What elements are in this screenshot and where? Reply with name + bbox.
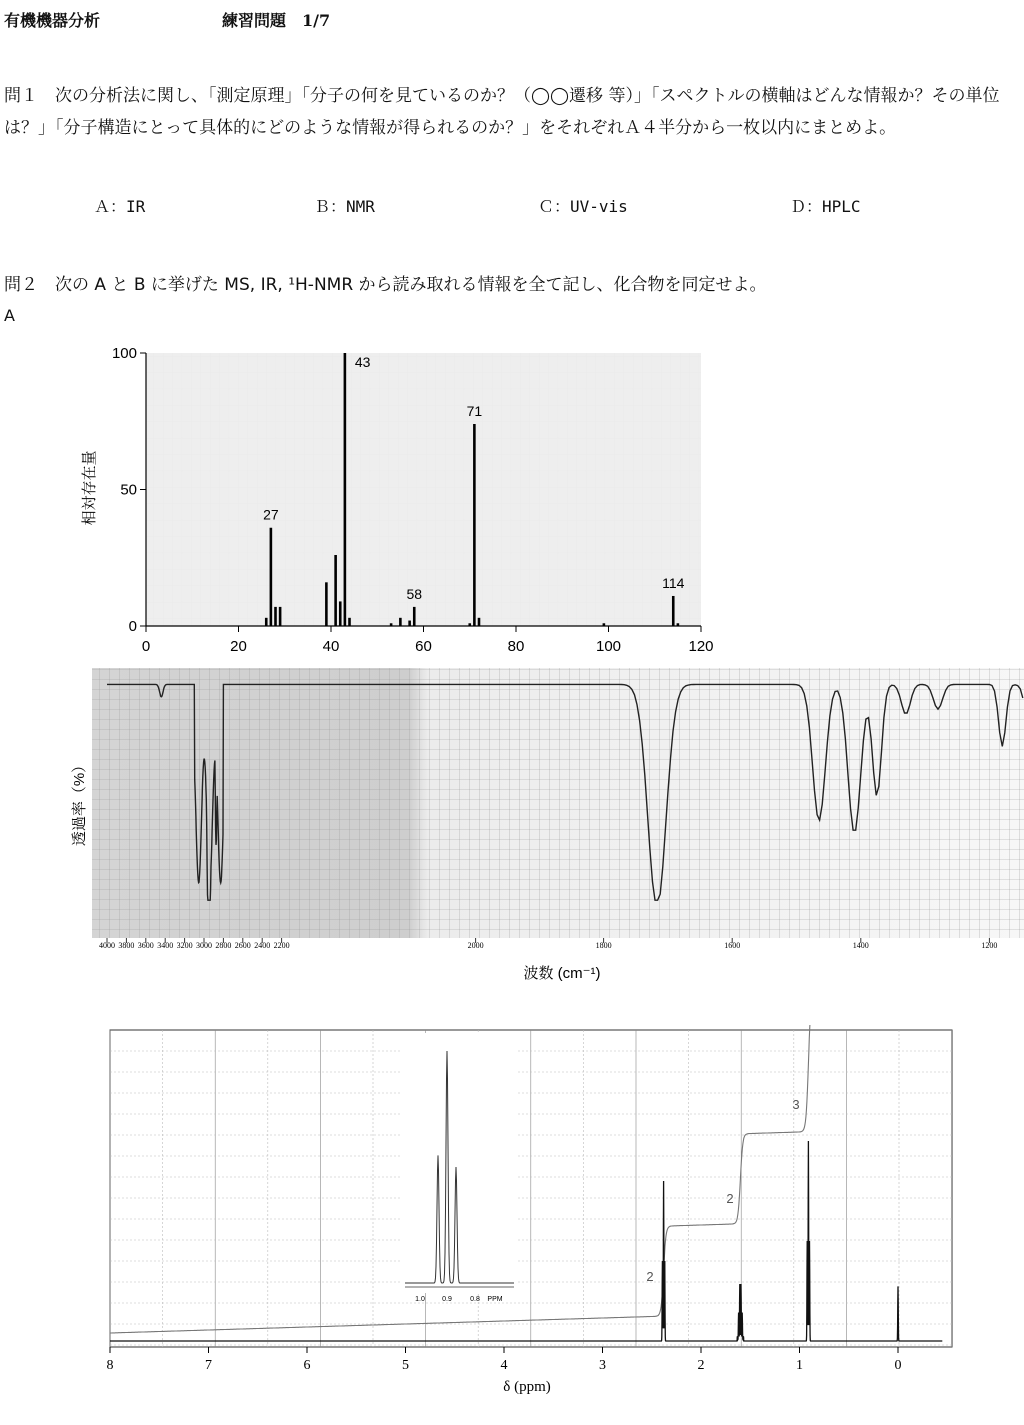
ir-x-tick-label: 3600 [137,941,154,950]
nmr-x-tick-label: 2 [697,1358,705,1373]
option-ir: Ａ：IR [94,197,146,216]
nmr-inset-tick: 1.0 [415,1296,425,1303]
question-1: 問１ 次の分析法に関し、「測定原理」「分子の何を見ているのか？（◯◯遷移 等）」「スペクトルの横軸はどんな情報か？その単位は？」「分子構造にとって具体的にどのような情報が得られるのか？」をそれぞれＡ４半分から一枚以内にまとめよ。 [4,86,1000,138]
ir-x-tick-label: 3800 [118,941,135,950]
nmr-inset-tick: 0.8 [470,1296,480,1303]
section-label-a: A [4,306,15,325]
ms-x-tick-label: 120 [688,638,714,655]
ms-peak-label: 43 [354,354,371,370]
ms-x-tick-label: 60 [415,638,432,655]
ir-x-tick-label: 1600 [724,941,741,950]
ms-peak-label: 58 [406,585,423,602]
ms-y-tick-label: 0 [128,618,137,635]
ms-peak-label: 71 [466,402,483,419]
ir-x-tick-label: 1200 [981,941,998,950]
nmr-integral-label: 2 [646,1269,654,1284]
ir-x-tick-label: 1400 [852,941,869,950]
option-uvvis: Ｃ：UV-vis [538,197,628,216]
ms-y-tick-label: 50 [120,481,137,499]
ms-x-tick-label: 20 [230,638,247,655]
ms-x-tick-label: 40 [322,638,340,655]
ms-y-label: 相対存在量 [81,450,98,526]
ir-chart [60,660,1024,990]
ir-x-tick-label: 2800 [215,941,232,950]
nmr-x-tick-label: 7 [205,1358,212,1373]
ir-x-tick-label: 2000 [467,941,484,950]
nmr-x-tick-label: 5 [402,1358,409,1373]
option-hplc: Ｄ：HPLC [790,197,861,216]
ms-x-tick-label: 0 [141,638,151,655]
ir-x-tick-label: 2400 [254,941,271,950]
nmr-chart [100,1025,960,1400]
ir-x-tick-label: 4000 [99,941,115,950]
nmr-x-tick-label: 4 [500,1358,508,1373]
ir-x-label: 波数 (cm⁻¹) [523,965,601,982]
question-2: 問２ 次の A と B に挙げた MS, IR, ¹H-NMR から読み取れる情報を全て記し、化合物を同定せよ。 [4,275,767,295]
ms-chart [60,340,720,660]
nmr-x-tick-label: 1 [796,1358,803,1373]
nmr-inset-box [400,1033,518,1293]
ir-x-tick-label: 3000 [196,941,212,950]
nmr-x-label: δ (ppm) [503,1379,551,1395]
ms-peak-label: 114 [662,574,685,591]
option-nmr: Ｂ：NMR [314,197,375,216]
nmr-inset-tick: PPM [487,1296,503,1303]
ir-x-tick-label: 2600 [234,941,251,950]
nmr-x-tick-label: 0 [894,1358,902,1373]
nmr-x-tick-label: 3 [599,1358,606,1373]
course-title: 有機機器分析 [4,11,101,30]
ir-x-tick-label: 3200 [176,941,193,950]
ir-y-label: 透過率（%） [71,757,88,847]
practice-title: 練習問題 1/7 [222,11,331,30]
nmr-x-tick-label: 6 [303,1358,311,1373]
ms-y-tick-label: 100 [111,345,137,362]
ms-x-tick-label: 100 [595,638,622,655]
ir-x-tick-label: 3400 [157,941,174,950]
ms-peak-label: 27 [263,506,279,523]
nmr-integral-label: 3 [792,1097,800,1112]
nmr-x-tick-label: 8 [106,1358,114,1373]
nmr-inset-tick: 0.9 [442,1296,452,1303]
ir-x-tick-label: 2200 [273,941,290,950]
ir-x-tick-label: 1800 [595,941,612,950]
nmr-integral-label: 2 [726,1191,734,1206]
ms-x-tick-label: 80 [507,638,525,655]
